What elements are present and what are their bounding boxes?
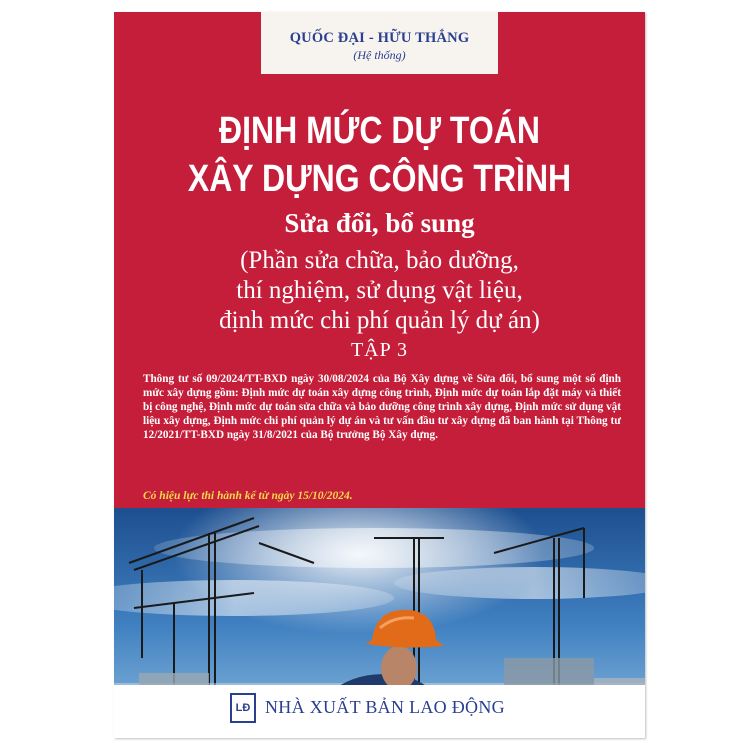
subtitle: Sửa đổi, bổ sung — [284, 208, 475, 238]
publisher-name: NHÀ XUẤT BẢN LAO ĐỘNG — [265, 697, 505, 717]
publisher-bar — [114, 685, 645, 738]
publisher-logo: LĐ — [230, 693, 256, 723]
scope-line-1: (Phần sửa chữa, bảo dưỡng, — [240, 247, 519, 274]
title-line-1: ĐỊNH MỨC DỰ TOÁN — [219, 108, 540, 152]
author-box — [261, 12, 498, 74]
editor-note: (Hệ thống) — [353, 48, 406, 62]
volume-label: TẬP 3 — [350, 339, 409, 361]
author-names: QUỐC ĐẠI - HỮU THẮNG — [289, 30, 470, 46]
description-text: Thông tư số 09/2024/TT-BXD ngày 30/08/2024 của Bộ Xây dựng về Sửa đổi, bổ sung một số định mức xây dựng gồm: Định mức dự toán xây dựng công trình, Định mức dự toán lắp đặt máy và thiết bị công nghệ, Định mức dự toán sửa chữa và bảo dưỡng công trình xây dựng, Định mức sử dụng vật liệu xây dựng, Định mức chi phí quản lý dự án và tư vấn đầu tư xây dựng đã ban hành tại Thông tư 12/2021/TT-BXD ngày 31/8/2021 của Bộ trưởng Bộ Xây dựng. — [143, 373, 621, 441]
scope-line-3: định mức chi phí quản lý dự án) — [219, 307, 540, 334]
title-line-2: XÂY DỰNG CÔNG TRÌNH — [187, 156, 572, 200]
effective-date: Có hiệu lực thi hành kể từ ngày 15/10/2024. — [143, 490, 353, 502]
scope-line-2: thí nghiệm, sử dụng vật liệu, — [236, 277, 523, 304]
book-cover — [114, 12, 645, 738]
